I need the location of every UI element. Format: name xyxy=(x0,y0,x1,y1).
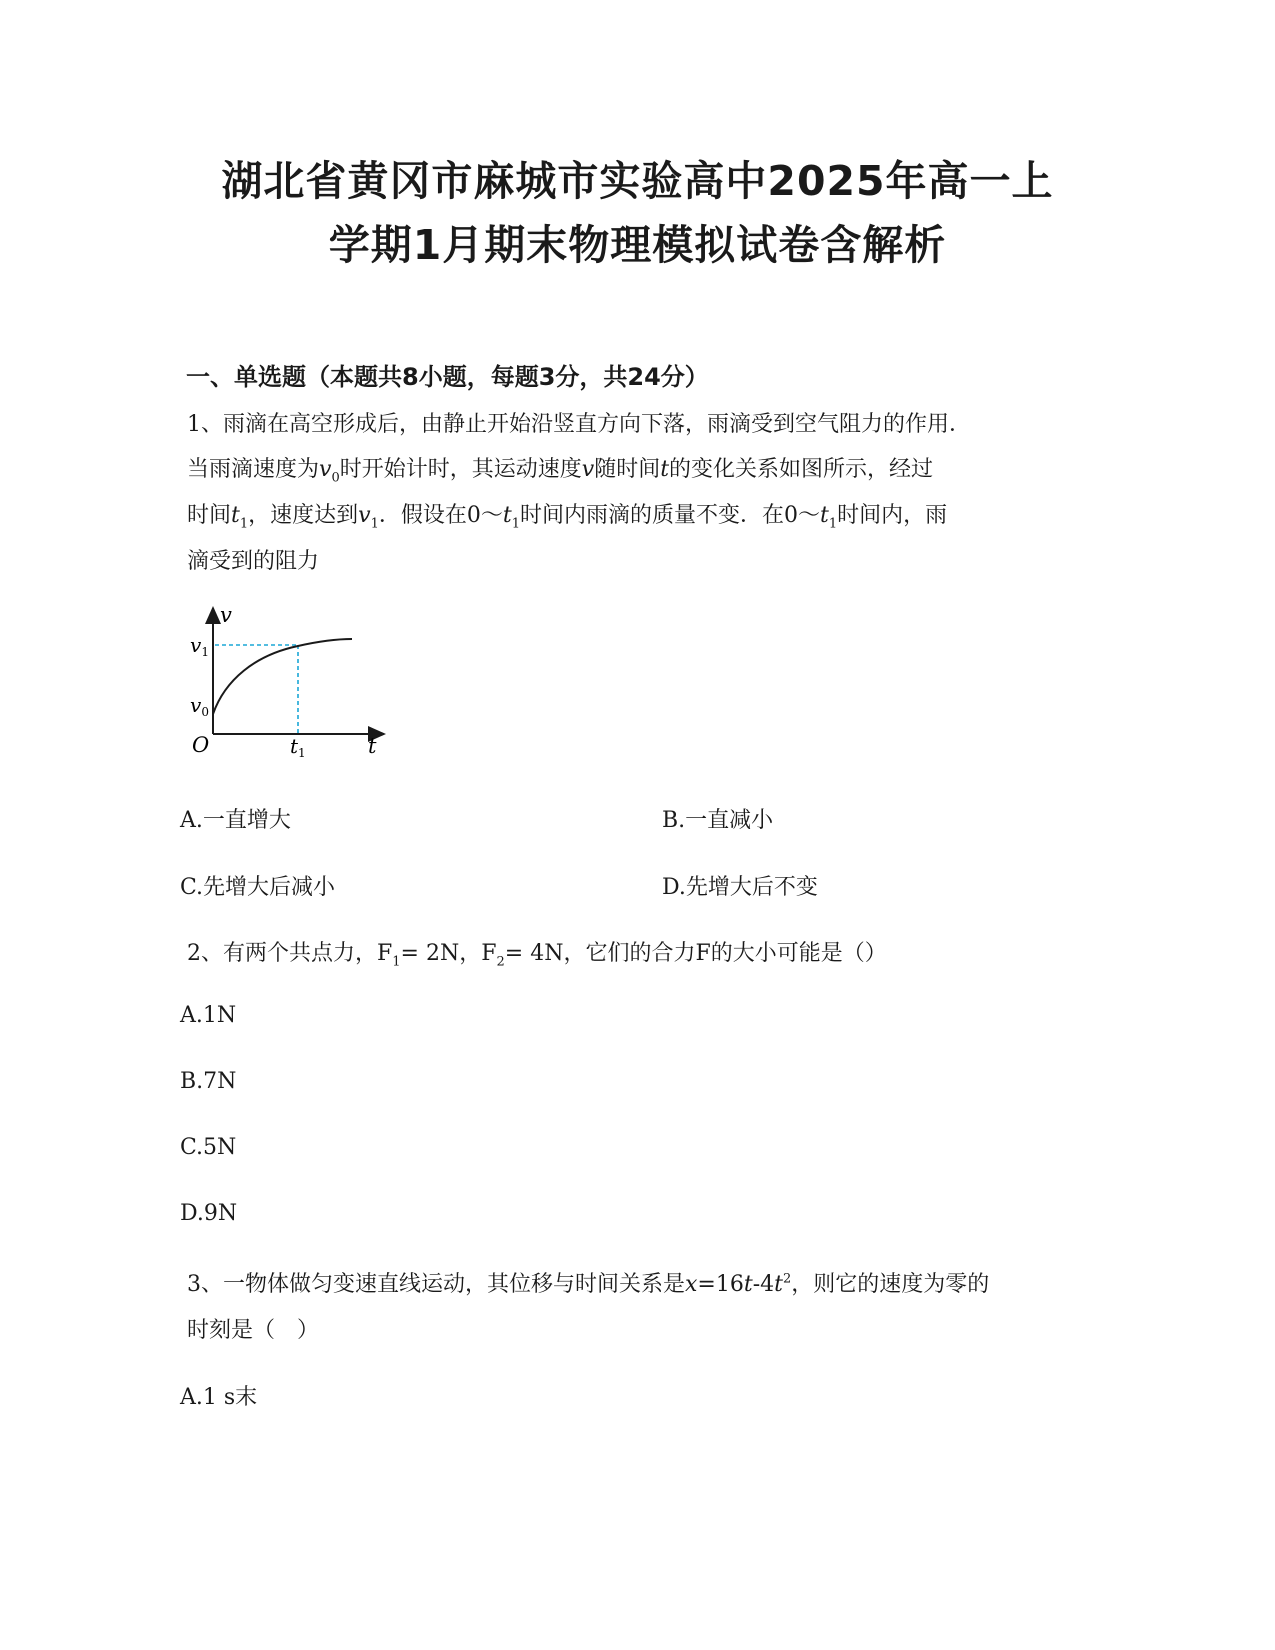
q2-option-b[interactable]: B.7N xyxy=(180,1069,237,1094)
q1-line2: 当雨滴速度为$v_0$时开始计时，其运动速度v随时间t的变化关系如图所示，经过 xyxy=(187,457,934,486)
q3-option-a[interactable]: A.1 s末 xyxy=(180,1385,258,1410)
velocity-curve xyxy=(213,639,352,714)
q1-option-b[interactable]: B.一直减小 xyxy=(662,808,774,833)
velocity-time-graph xyxy=(180,600,410,770)
document-title-line2: 学期1月期末物理模拟试卷含解析 xyxy=(328,221,947,269)
q2-option-d[interactable]: D.9N xyxy=(180,1201,238,1226)
q1-option-d[interactable]: D.先增大后不变 xyxy=(662,875,818,900)
q3-line2: 时刻是（ ） xyxy=(187,1318,320,1343)
document-title-line1: 湖北省黄冈市麻城市实验高中2025年高一上 xyxy=(221,157,1054,205)
v0-label: $v_0$ xyxy=(190,693,209,719)
y-axis-label: v xyxy=(220,603,232,627)
t1-label: $t_1$ xyxy=(290,734,306,760)
q2-text: 2、有两个共点力，$F_1= 2N$，$F_2= 4N$，它们的合力F的大小可能是（） xyxy=(187,941,887,970)
q1-option-a[interactable]: A.一直增大 xyxy=(180,808,291,833)
q2-option-c[interactable]: C.5N xyxy=(180,1135,237,1160)
origin-label: O xyxy=(192,733,210,757)
section-heading: 一、单选题（本题共8小题，每题3分，共24分） xyxy=(186,363,709,391)
v1-label: $v_1$ xyxy=(190,633,209,659)
q3-line1: 3、一物体做匀变速直线运动，其位移与时间关系是$x=16t-4t^2$，则它的速度为零的 xyxy=(187,1271,990,1297)
x-axis-label: t xyxy=(368,734,377,758)
q1-option-c[interactable]: C.先增大后减小 xyxy=(180,875,336,900)
q1-line1: 1、雨滴在高空形成后，由静止开始沿竖直方向下落，雨滴受到空气阻力的作用． xyxy=(187,412,971,437)
q1-line4: 滴受到的阻力 xyxy=(187,549,320,574)
q2-option-a[interactable]: A.1N xyxy=(180,1003,237,1028)
q1-line3: 时间$t_1$，速度达到$v_1$．假设在$0\sim t_1$时间内雨滴的质量不变．在$0\sim t_1$时间内，雨 xyxy=(187,503,948,532)
